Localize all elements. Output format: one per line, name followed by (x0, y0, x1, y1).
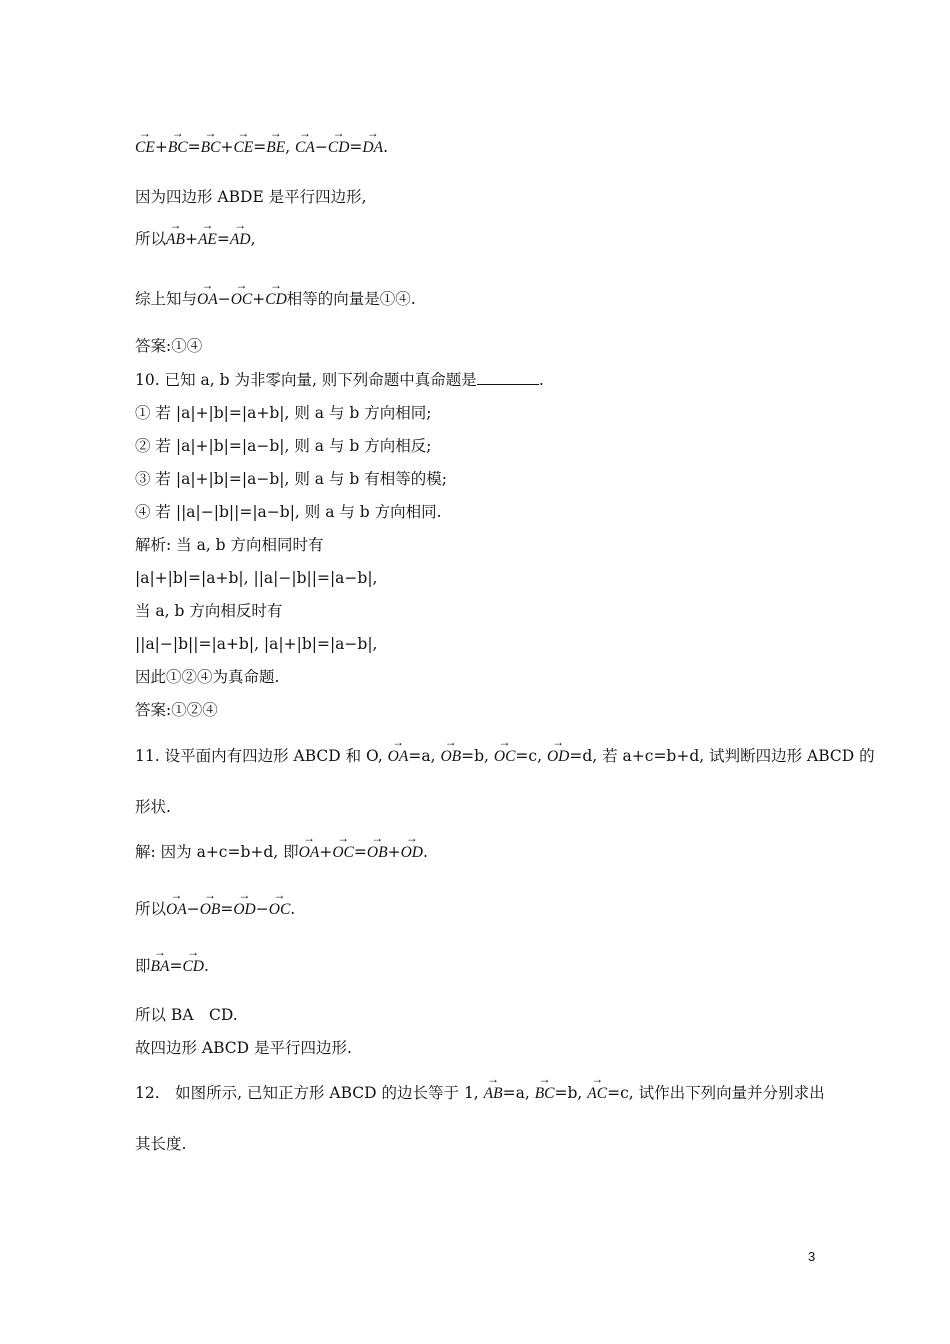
text-line: 其长度. (135, 1135, 187, 1153)
text-line: 因为四边形 ABDE 是平行四边形, (135, 188, 367, 206)
text-line: 即→ BA=→ CD. (135, 956, 209, 977)
text-line: 当 a, b 方向相反时有 (135, 602, 283, 620)
text-line: 10. 已知 a, b 为非零向量, 则下列命题中真命题是 . (135, 371, 544, 389)
text-line: 因此①②④为真命题. (135, 668, 280, 686)
text-line: ④ 若 ||a|−|b||=|a−b|, 则 a 与 b 方向相同. (135, 503, 442, 521)
text-line: 答案:①④ (135, 337, 203, 355)
text-line: ③ 若 |a|+|b|=|a−b|, 则 a 与 b 有相等的模; (135, 470, 447, 488)
text-line: 综上知与→ OA−→ OC+→ CD相等的向量是①④. (135, 289, 416, 310)
text-line: 答案:①②④ (135, 701, 218, 719)
page-number: 3 (808, 1249, 816, 1264)
text-line: 解: 因为 a+c=b+d, 即→ OA+→ OC=→ OB+→ OD. (135, 842, 428, 863)
text-line: 故四边形 ABCD 是平行四边形. (135, 1039, 352, 1057)
text-line: 所以→ AB+→ AE=→ AD, (135, 229, 256, 250)
text-line: 解析: 当 a, b 方向相同时有 (135, 536, 324, 554)
text-line: |a|+|b|=|a+b|, ||a|−|b||=|a−b|, (135, 569, 378, 587)
text-line: ① 若 |a|+|b|=|a+b|, 则 a 与 b 方向相同; (135, 404, 432, 422)
text-line: 11. 设平面内有四边形 ABCD 和 O, → OA=a, → OB=b, → OC=c, → OD=d, 若 a+c=b+d, 试判断四边形 ABCD 的 (135, 746, 875, 767)
text-line: 所以 BA CD. (135, 1006, 238, 1024)
text-line: 形状. (135, 798, 171, 816)
text-line: 所以→ OA−→ OB=→ OD−→ OC. (135, 899, 295, 920)
text-line: ② 若 |a|+|b|=|a−b|, 则 a 与 b 方向相反; (135, 437, 432, 455)
text-line: 12. 如图所示, 已知正方形 ABCD 的边长等于 1, → AB=a, → BC=b, → AC=c, 试作出下列向量并分别求出 (135, 1083, 825, 1104)
text-line: ||a|−|b||=|a+b|, |a|+|b|=|a−b|, (135, 635, 378, 653)
text-line: → CE+→ BC=→ BC+→ CE=→ BE, → CA−→ CD=→ DA. (135, 137, 388, 158)
